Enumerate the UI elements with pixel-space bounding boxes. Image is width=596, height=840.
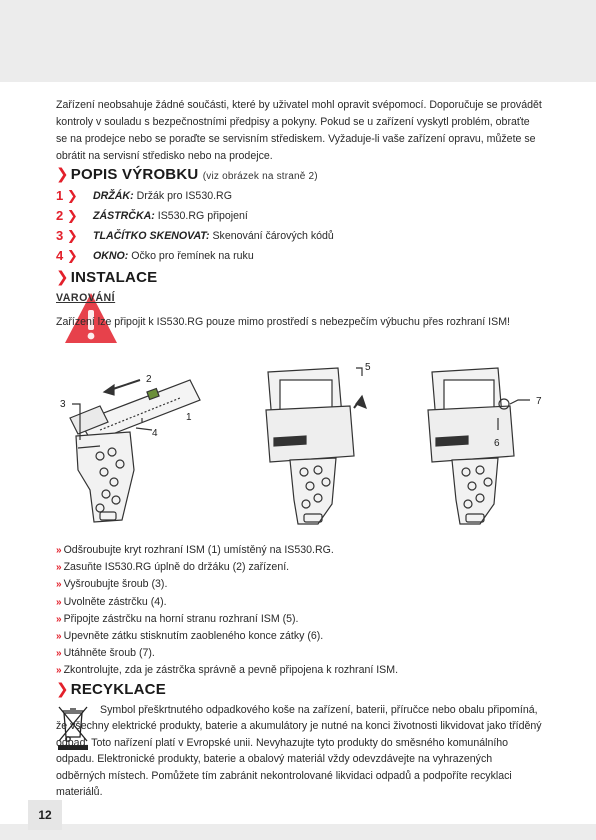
installation-title: INSTALACE: [70, 269, 158, 286]
description-title: POPIS VÝROBKU: [70, 166, 199, 183]
figure-label: 1: [186, 412, 192, 423]
item-desc: IS530.RG připojení: [157, 210, 248, 222]
installation-figure: [60, 360, 550, 530]
figure-label: 4: [152, 428, 158, 439]
item-label: DRŽÁK:: [93, 190, 134, 202]
list-item: [56, 226, 536, 246]
item-desc: Skenování čárových kódů: [212, 230, 334, 242]
footer-band: [0, 824, 596, 840]
recycling-title: RECYKLACE: [70, 681, 166, 698]
device-illustration-2: [266, 368, 354, 524]
list-item: » Uvolněte zástrčku (4).: [56, 595, 167, 608]
installation-steps: [56, 542, 536, 680]
section-title-description: [56, 165, 318, 183]
intro-paragraph: Zařízení neobsahuje žádné součásti, které by uživatel mohl opravit svépomocí. Doporučuje se provádět kontroly v souladu s bezpečnostními předpisy a pokyny. Pokud se u zařízení vyskytl problém, obraťte se na prodejce nebo se poraďte se servisním střediskem. Vyžaduje-li vaše zařízení opravu, můžete se obrátit na servisní středisko nebo na prodejce.: [56, 99, 542, 162]
list-item: [56, 246, 536, 266]
figure-label: 2: [146, 374, 152, 385]
figure-label: 6: [494, 438, 500, 449]
description-subtitle: (viz obrázek na straně 2): [202, 171, 318, 182]
warning-block: [56, 290, 542, 350]
list-item: [56, 186, 536, 206]
section-title-recycling: [56, 680, 166, 698]
item-number: 2 ❯: [56, 208, 78, 223]
figure-label: 5: [365, 362, 371, 373]
header-band: [0, 0, 596, 82]
page-number: 12: [28, 800, 62, 830]
chevron-icon: ❯: [56, 166, 69, 183]
list-item: » Zkontrolujte, zda je zástrčka správně a pevně připojena k rozhraní ISM.: [56, 664, 399, 677]
item-label: ZÁSTRČKA:: [93, 210, 155, 222]
item-desc: Očko pro řemínek na ruku: [131, 250, 254, 262]
list-item: » Vyšroubujte šroub (3).: [56, 578, 168, 591]
chevron-icon: ❯: [56, 269, 69, 286]
warning-label: VAROVÁNÍ: [56, 292, 116, 304]
list-item: » Zasuňte IS530.RG úplně do držáku (2) zařízení.: [56, 561, 290, 574]
component-list: [56, 186, 536, 266]
list-item: [56, 206, 536, 226]
list-item: » Odšroubujte kryt rozhraní ISM (1) umístěný na IS530.RG.: [56, 544, 334, 556]
item-label: TLAČÍTKO SKENOVAT:: [93, 230, 210, 242]
item-label: OKNO:: [93, 250, 129, 262]
item-desc: Držák pro IS530.RG: [136, 190, 232, 202]
figure-label: 7: [536, 396, 542, 407]
item-number: 1 ❯: [56, 188, 78, 203]
figure-label: 3: [60, 399, 66, 410]
device-illustration-3: [428, 368, 514, 524]
list-item: » Připojte zástrčku na horní stranu rozhraní ISM (5).: [56, 612, 299, 625]
item-number: 3 ❯: [56, 228, 78, 243]
section-title-installation: [56, 268, 157, 286]
chevron-icon: ❯: [56, 681, 69, 698]
list-item: » Upevněte zátku stisknutím zaobleného konce zátky (6).: [56, 629, 324, 642]
recycling-text: Symbol přeškrtnutého odpadkového koše na zařízení, baterii, příručce nebo obalu připomíná, že všechny elektrické produkty, baterie a akumulátory je nutné na konci životnosti likvidovat jako tříděný odpad. Toto nařízení platí v Evropské unii. Nevyhazujte tyto produkty do směsného komunálního odpadu. Elektronické produkty, baterie a obalový materiál vždy odevzdávejte na vyhrazených odběrných místech. Pomůžete tím zabránit nekontrolované likvidaci odpadů a podpoříte recyklaci materiálů.: [56, 704, 542, 799]
warning-text: Zařízení lze připojit k IS530.RG pouze mimo prostředí s nebezpečím výbuchu přes rozhraní ISM!: [56, 316, 510, 328]
list-item: » Utáhněte šroub (7).: [56, 647, 155, 660]
item-number: 4 ❯: [56, 248, 78, 263]
device-illustration-1: [70, 380, 200, 522]
